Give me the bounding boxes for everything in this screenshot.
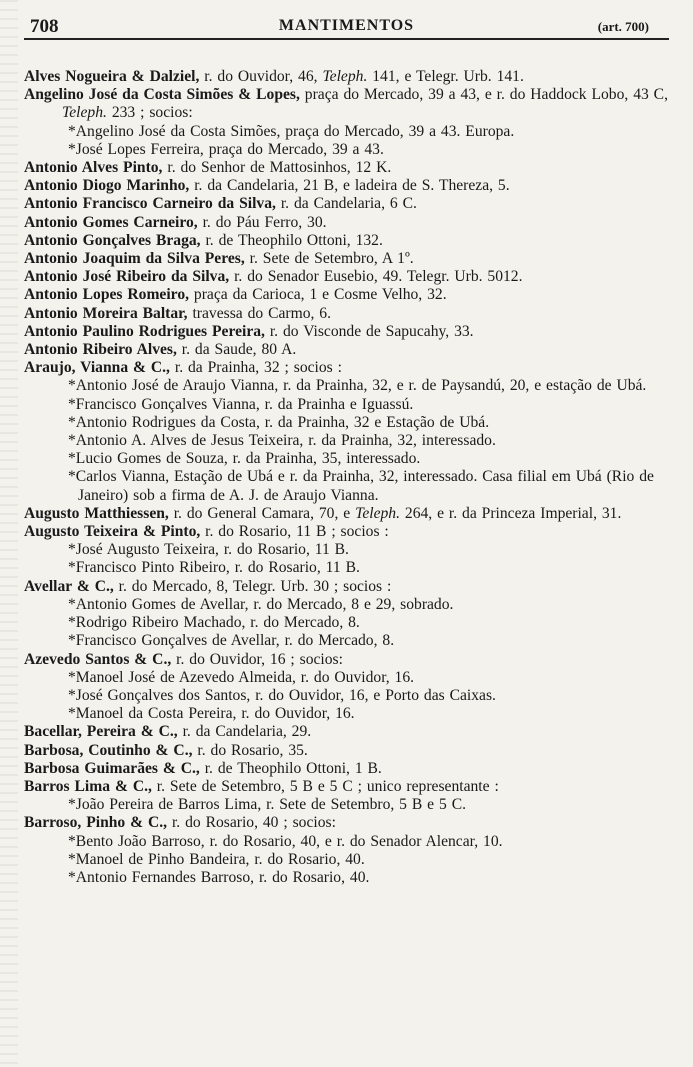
entry-name: *Antonio A. Alves de Jesus Teixeira,: [68, 432, 304, 450]
entry-address: r. do Mercado, 8, Telegr. Urb. 30 ; socios :: [113, 577, 392, 595]
entry-name: Azevedo Santos & C.,: [24, 650, 172, 668]
entry-address: praça do Mercado, 39 a 43. Europa.: [280, 122, 515, 140]
partner-entry: [24, 468, 669, 504]
partner-entry: [24, 869, 669, 887]
entry-name: *Manoel José de Azevedo Almeida,: [68, 668, 296, 686]
entry-name: *João Pereira de Barros Lima,: [68, 796, 262, 814]
firm-entry: [24, 286, 669, 304]
entry-address: r. do Ouvidor, 16, e Porto das Caixas.: [250, 686, 496, 704]
partner-entry: [24, 596, 669, 614]
partner-entry: [24, 833, 669, 851]
entry-name: *Lucio Gomes de Souza,: [68, 450, 228, 468]
entry-address: r. do Rosario, 40 ; socios:: [167, 814, 336, 832]
entry-name: Barros Lima & C.,: [24, 777, 152, 795]
entry-address: r. do Mercado, 8 e 29, sobrado.: [248, 595, 454, 613]
entry-name: *Angelino José da Costa Simões,: [68, 122, 281, 140]
entry-name: Antonio Diogo Marinho,: [24, 177, 190, 195]
entry-address: r. da Prainha, 32, e r. de Paysandú, 20, e estação de Ubá.: [278, 377, 647, 395]
entry-address: r. Sete de Setembro, 5 B e 5 C ; unico representante :: [151, 777, 499, 795]
firm-entry: [24, 232, 669, 250]
entry-name: Antonio Joaquim da Silva Peres,: [24, 250, 245, 268]
entry-address: r. de Theophilo Ottoni, 132.: [200, 231, 383, 249]
entry-address: r. do Rosario, 11 B.: [229, 559, 360, 577]
entry-address: r. do Rosario, 11 B ; socios :: [200, 523, 389, 541]
entry-name: Angelino José da Costa Simões & Lopes,: [24, 86, 300, 104]
entry-tail: 233 ; socios:: [106, 104, 193, 122]
entry-address: r. do Rosario, 35.: [192, 741, 308, 759]
entry-name: Bacellar, Pereira & C.,: [24, 723, 178, 741]
entry-address: travessa do Carmo, 6.: [187, 304, 332, 322]
partner-entry: [24, 687, 669, 705]
entry-address: r. de Theophilo Ottoni, 1 B.: [199, 759, 382, 777]
entry-address: r. Sete de Setembro, 5 B e 5 C.: [261, 796, 466, 814]
firm-entry: [24, 195, 669, 213]
entry-tail: 141, e Telegr. Urb. 141.: [367, 68, 524, 85]
entry-name: Araujo, Vianna & C.,: [24, 359, 170, 377]
partner-entry: [24, 541, 669, 559]
entry-name: Barroso, Pinho & C.,: [24, 814, 168, 832]
entry-address: r. do Ouvidor, 46,: [199, 68, 323, 85]
firm-entry: [24, 651, 669, 669]
entry-name: Antonio Francisco Carneiro da Silva,: [24, 195, 276, 213]
entry-name: Augusto Teixeira & Pinto,: [24, 523, 201, 541]
entry-address: Estação de Ubá e r. da Prainha, 32, interessado. Casa filial em Ubá (Rio de Janeiro) sob a firma de A. J. de Araujo Vianna.: [78, 468, 654, 504]
firm-entry: [24, 578, 669, 596]
firm-entry: [24, 68, 669, 86]
partner-entry: [24, 396, 669, 414]
partner-entry: [24, 123, 669, 141]
entry-name: *Francisco Pinto Ribeiro,: [68, 559, 230, 577]
entry-name: *José Lopes Ferreira,: [68, 140, 204, 158]
entry-address: r. do Ouvidor, 16.: [236, 705, 355, 723]
firm-entry: [24, 305, 669, 323]
entry-address: r. do Mercado, 8.: [279, 632, 395, 650]
entry-address: praça do Mercado, 39 a 43, e r. do Haddock Lobo, 43 C,: [299, 86, 668, 104]
entry-address: r. da Prainha, 32 e Estação de Ubá.: [259, 413, 490, 431]
entry-address: r. da Prainha e Iguassú.: [259, 395, 414, 413]
entry-name: Antonio Alves Pinto,: [24, 159, 163, 177]
entry-name: *Manoel de Pinho Bandeira,: [68, 850, 250, 868]
entry-address: r. da Prainha, 32, interessado.: [303, 432, 496, 450]
entry-address: r. do Rosario, 11 B.: [218, 541, 349, 559]
entry-address: r. Sete de Setembro, A 1º.: [244, 250, 414, 268]
entry-address: r. do Páu Ferro, 30.: [197, 213, 327, 231]
entry-address: praça do Mercado, 39 a 43.: [203, 140, 384, 158]
entry-name: *Rodrigo Ribeiro Machado,: [68, 614, 246, 632]
entry-name: Avellar & C.,: [24, 577, 114, 595]
entry-name: *Antonio Fernandes Barroso,: [68, 868, 255, 886]
partner-entry: [24, 450, 669, 468]
entry-address: r. do Rosario, 40, e r. do Senador Alencar, 10.: [204, 832, 503, 850]
entry-name: Antonio José Ribeiro da Silva,: [24, 268, 230, 286]
entry-name: Antonio Paulino Rodrigues Pereira,: [24, 322, 265, 340]
entry-name: Alves Nogueira & Dalziel,: [24, 68, 200, 85]
directory-entries: [24, 68, 669, 887]
entry-address: r. do Rosario, 40.: [254, 868, 370, 886]
partner-entry: [24, 559, 669, 577]
partner-entry: [24, 141, 669, 159]
entry-name: *Francisco Gonçalves Vianna,: [68, 395, 260, 413]
firm-entry: [24, 341, 669, 359]
entry-phone-label: Teleph.: [355, 504, 401, 522]
partner-entry: [24, 669, 669, 687]
firm-entry: [24, 359, 669, 377]
page-number: 708: [30, 16, 59, 37]
entry-address: r. do Ouvidor, 16.: [295, 668, 415, 686]
entry-name: Antonio Ribeiro Alves,: [24, 341, 177, 359]
entry-address: r. da Candelaria, 21 B, e ladeira de S. Thereza, 5.: [189, 177, 510, 195]
entry-name: *Francisco Gonçalves de Avellar,: [68, 632, 280, 650]
entry-address: r. da Candelaria, 29.: [177, 723, 312, 741]
firm-entry: [24, 742, 669, 760]
firm-entry: [24, 814, 669, 832]
partner-entry: [24, 377, 669, 395]
entry-name: Antonio Moreira Baltar,: [24, 304, 188, 322]
entry-name: *José Augusto Teixeira,: [68, 541, 219, 559]
entry-address: r. do Rosario, 40.: [249, 850, 365, 868]
entry-phone-label: Teleph.: [62, 104, 107, 122]
entry-name: *Bento João Barroso,: [68, 832, 205, 850]
entry-address: r. da Saude, 80 A.: [176, 341, 297, 359]
entry-address: r. do Ouvidor, 16 ; socios:: [171, 650, 343, 668]
entry-address: r. do Mercado, 8.: [245, 614, 360, 632]
partner-entry: [24, 414, 669, 432]
entry-tail: 264, e r. da Princeza Imperial, 31.: [400, 504, 622, 522]
entry-address: r. da Prainha, 32 ; socios :: [169, 359, 342, 377]
firm-entry: [24, 778, 669, 796]
running-title: MANTIMENTOS: [278, 17, 415, 34]
partner-entry: [24, 632, 669, 650]
firm-entry: [24, 159, 669, 177]
firm-entry: [24, 268, 669, 286]
entry-name: *Antonio Gomes de Avellar,: [68, 595, 249, 613]
entry-name: *Manoel da Costa Pereira,: [68, 705, 237, 723]
entry-address: praça da Carioca, 1 e Cosme Velho, 32.: [189, 286, 447, 304]
entry-name: Antonio Lopes Romeiro,: [24, 286, 190, 304]
firm-entry: [24, 86, 669, 122]
entry-phone-label: Teleph.: [322, 68, 368, 85]
partner-entry: [24, 614, 669, 632]
entry-address: r. da Prainha, 35, interessado.: [227, 450, 421, 468]
entry-name: *Antonio Rodrigues da Costa,: [68, 413, 260, 431]
firm-entry: [24, 523, 669, 541]
entry-name: Barbosa, Coutinho & C.,: [24, 741, 193, 759]
partner-entry: [24, 705, 669, 723]
entry-name: *Carlos Vianna,: [68, 468, 170, 486]
partner-entry: [24, 432, 669, 450]
firm-entry: [24, 505, 669, 523]
entry-name: *José Gonçalves dos Santos,: [68, 686, 251, 704]
article-reference: (art. 700): [597, 19, 649, 34]
entry-address: r. do Senhor de Mattosinhos, 12 K.: [162, 159, 392, 177]
entry-address: r. da Candelaria, 6 C.: [275, 195, 417, 213]
entry-name: *Antonio José de Araujo Vianna,: [68, 377, 279, 395]
page-header: [24, 12, 669, 40]
entry-name: Antonio Gonçalves Braga,: [24, 231, 201, 249]
partner-entry: [24, 851, 669, 869]
firm-entry: [24, 323, 669, 341]
entry-address: r. do Visconde de Sapucahy, 33.: [264, 322, 474, 340]
firm-entry: [24, 177, 669, 195]
firm-entry: [24, 250, 669, 268]
entry-name: Augusto Matthiessen,: [24, 504, 169, 522]
entry-address: r. do General Camara, 70, e: [168, 504, 356, 522]
firm-entry: [24, 760, 669, 778]
entry-address: r. do Senador Eusebio, 49. Telegr. Urb. 5012.: [229, 268, 523, 286]
entry-name: Antonio Gomes Carneiro,: [24, 213, 198, 231]
partner-entry: [24, 796, 669, 814]
firm-entry: [24, 214, 669, 232]
firm-entry: [24, 723, 669, 741]
entry-name: Barbosa Guimarães & C.,: [24, 759, 200, 777]
